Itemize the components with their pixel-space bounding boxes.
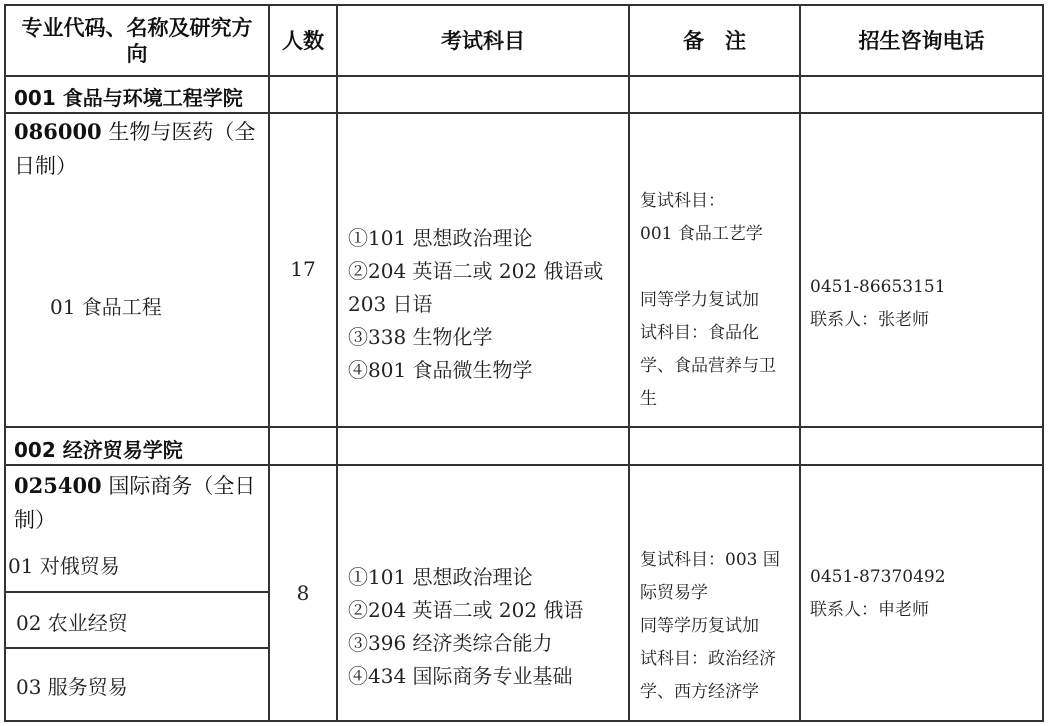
header-count: 人数 [282,28,324,53]
rule [4,4,6,722]
rule [4,112,1044,114]
subject-line: ②204 英语二或 202 俄语 [348,598,584,622]
enrollment-count: 17 [290,257,316,281]
contact-person: 联系人：申老师 [810,600,929,620]
remark-line: 同等学历复试加 [640,616,759,636]
major-code: 025400 [14,473,102,498]
major-name-cont: 日制） [14,154,77,178]
remark-line: 001 食品工艺学 [640,224,763,244]
direction-item: 01 对俄贸易 [8,554,120,578]
direction-item: 01 食品工程 [50,295,162,319]
remark-line: 复试科目：003 国 [640,550,780,570]
subject-line: ③338 生物化学 [348,325,493,349]
remark-line: 际贸易学 [640,583,708,603]
remark-line: 复试科目： [640,191,725,211]
remark-line: 学、西方经济学 [640,682,759,702]
rule [4,647,270,649]
subject-line: ④434 国际商务专业基础 [348,664,573,688]
remark-line: 试科目：食品化 [640,323,759,343]
direction-item: 02 农业经贸 [16,611,128,635]
phone-number: 0451-86653151 [810,277,946,297]
remarks [640,185,776,416]
exam-subjects [348,561,583,693]
subject-line: ①101 思想政治理论 [348,226,533,250]
remark-line: 学、食品营养与卫 [640,356,776,376]
major-name: 国际商务（全日 [101,474,256,498]
header-major-line1: 专业代码、名称及研究方 [21,15,253,40]
college-name: 002 经济贸易学院 [14,438,183,462]
contact-person: 联系人：张老师 [810,310,929,330]
subject-line: 203 日语 [348,292,433,316]
rule [4,426,1044,428]
subject-line: ③396 经济类综合能力 [348,631,553,655]
header-phone: 招生咨询电话 [858,28,985,53]
rule [4,591,270,593]
rule [268,4,270,722]
subject-line: ②204 英语二或 202 俄语或 [348,259,604,283]
rule [4,75,1044,77]
header-major-line2: 向 [126,41,148,66]
contact-info [810,561,946,627]
major-name-cont: 制） [14,508,56,532]
remark-line: 同等学力复试加 [640,290,759,310]
rule [4,464,1044,466]
remark-line: 生 [640,389,657,409]
rule [1042,4,1044,722]
remark-line: 试科目：政治经济 [640,649,776,669]
rule [4,720,1044,722]
contact-info [810,271,946,337]
subject-line: ①101 思想政治理论 [348,565,533,589]
header-major [6,6,268,75]
enrollment-count: 8 [296,581,310,605]
exam-subjects [348,222,603,387]
remarks [640,544,780,709]
major-code: 086000 [14,119,102,144]
major-title [14,469,264,537]
major-title [14,115,264,183]
phone-number: 0451-87370492 [810,567,946,587]
subject-line: ④801 食品微生物学 [348,358,533,382]
direction-item: 03 服务贸易 [16,675,128,699]
rule [336,4,338,722]
rule [628,4,630,722]
major-name: 生物与医药（全 [101,120,256,144]
header-remarks: 备 注 [683,28,746,53]
header-subjects: 考试科目 [441,28,525,53]
rule [799,4,801,722]
college-name: 001 食品与环境工程学院 [14,86,243,110]
